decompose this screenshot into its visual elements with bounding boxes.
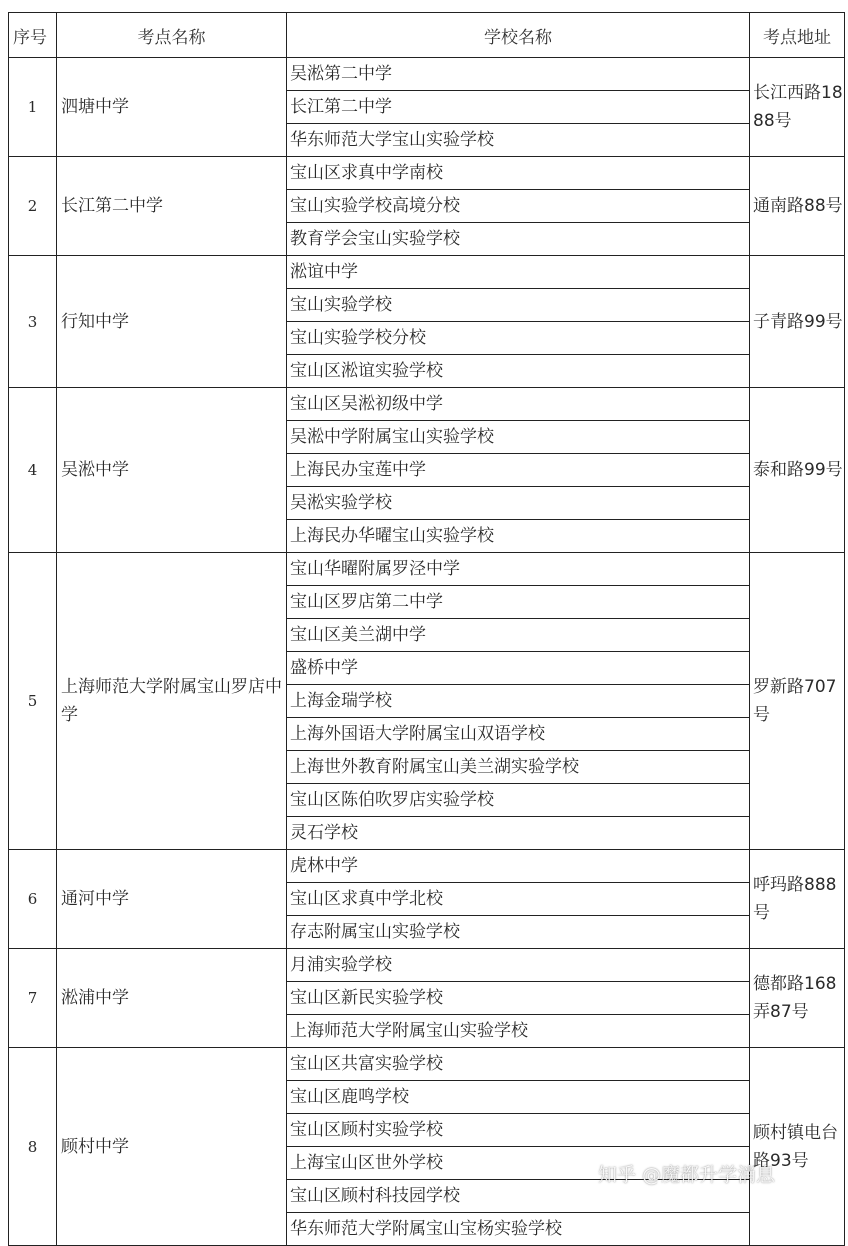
- school-list: [287, 949, 750, 1048]
- table-row: [9, 256, 845, 388]
- school-name: 华东师范大学附属宝山宝杨实验学校: [290, 1219, 562, 1239]
- school-name: 淞谊中学: [287, 256, 749, 289]
- venue-address: 德都路168弄87号: [750, 949, 845, 1048]
- venue-name: 上海师范大学附属宝山罗店中学: [57, 553, 287, 850]
- school-name: 月浦实验学校: [287, 949, 749, 982]
- venue-name: 顾村中学: [57, 1048, 287, 1246]
- school-name: 吴淞第二中学: [287, 58, 749, 91]
- row-index: 4: [9, 388, 57, 553]
- school-name: 上海世外教育附属宝山美兰湖实验学校: [287, 751, 749, 784]
- venue-address: 长江西路1888号: [750, 58, 845, 157]
- school-name: 上海师范大学附属宝山实验学校: [290, 1021, 528, 1041]
- school-name: 存志附属宝山实验学校: [290, 922, 460, 942]
- school-name: 宝山区鹿鸣学校: [287, 1081, 749, 1114]
- school-name: 宝山区新民实验学校: [287, 982, 749, 1015]
- table-row: [9, 58, 845, 157]
- table-row: [9, 850, 845, 949]
- school-name: 长江第二中学: [287, 91, 749, 124]
- school-name: 宝山区罗店第二中学: [287, 586, 749, 619]
- school-name: 宝山区吴淞初级中学: [287, 388, 749, 421]
- row-index: 2: [9, 157, 57, 256]
- school-name: 宝山区顾村科技园学校: [287, 1180, 749, 1213]
- table-row: [9, 949, 845, 1048]
- school-name: 上海金瑞学校: [287, 685, 749, 718]
- school-name: 上海民办华曜宝山实验学校: [290, 526, 494, 546]
- row-index: 8: [9, 1048, 57, 1246]
- school-name: 华东师范大学宝山实验学校: [290, 130, 494, 150]
- venue-name: 淞浦中学: [57, 949, 287, 1048]
- school-name: 宝山区顾村实验学校: [287, 1114, 749, 1147]
- row-index: 3: [9, 256, 57, 388]
- school-name: 宝山华曜附属罗泾中学: [287, 553, 749, 586]
- school-name: 宝山区美兰湖中学: [287, 619, 749, 652]
- row-index: 1: [9, 58, 57, 157]
- venue-address: 通南路88号: [750, 157, 845, 256]
- school-name: 上海宝山区世外学校: [287, 1147, 749, 1180]
- school-name: 吴淞中学附属宝山实验学校: [287, 421, 749, 454]
- table-row: [9, 157, 845, 256]
- exam-venue-table: [8, 12, 845, 1246]
- school-list: [287, 256, 750, 388]
- school-name: 宝山实验学校高境分校: [287, 190, 749, 223]
- venue-name: 通河中学: [57, 850, 287, 949]
- school-name: 宝山区求真中学南校: [287, 157, 749, 190]
- school-name: 灵石学校: [290, 823, 358, 843]
- table-body: [9, 58, 845, 1246]
- header-address: 考点地址: [750, 13, 845, 58]
- table-row: [9, 553, 845, 850]
- school-list: [287, 1048, 750, 1246]
- row-index: 5: [9, 553, 57, 850]
- venue-address: 泰和路99号: [750, 388, 845, 553]
- school-name: 吴淞实验学校: [287, 487, 749, 520]
- school-name: 盛桥中学: [287, 652, 749, 685]
- venue-name: 泗塘中学: [57, 58, 287, 157]
- venue-address: 顾村镇电台路93号: [750, 1048, 845, 1246]
- school-name: 上海外国语大学附属宝山双语学校: [287, 718, 749, 751]
- school-name: 教育学会宝山实验学校: [290, 229, 460, 249]
- venue-address: 呼玛路888号: [750, 850, 845, 949]
- table-row: [9, 1048, 845, 1246]
- header-index: 序号: [9, 13, 57, 58]
- school-list: [287, 553, 750, 850]
- venue-name: 行知中学: [57, 256, 287, 388]
- table-row: [9, 388, 845, 553]
- school-name: 宝山实验学校分校: [287, 322, 749, 355]
- venue-address: 罗新路707号: [750, 553, 845, 850]
- school-name: 宝山实验学校: [287, 289, 749, 322]
- school-name: 宝山区淞谊实验学校: [290, 361, 443, 381]
- school-name: 上海民办宝莲中学: [287, 454, 749, 487]
- school-name: 宝山区共富实验学校: [287, 1048, 749, 1081]
- watermark: 知乎 @魔都升学消息: [598, 1164, 776, 1186]
- row-index: 6: [9, 850, 57, 949]
- row-index: 7: [9, 949, 57, 1048]
- school-list: [287, 157, 750, 256]
- school-name: 宝山区求真中学北校: [287, 883, 749, 916]
- school-name: 宝山区陈伯吹罗店实验学校: [287, 784, 749, 817]
- venue-name: 吴淞中学: [57, 388, 287, 553]
- school-name: 虎林中学: [287, 850, 749, 883]
- header-school: 学校名称: [287, 13, 750, 58]
- header-venue: 考点名称: [57, 13, 287, 58]
- venue-name: 长江第二中学: [57, 157, 287, 256]
- school-list: [287, 58, 750, 157]
- school-list: [287, 388, 750, 553]
- school-list: [287, 850, 750, 949]
- venue-address: 子青路99号: [750, 256, 845, 388]
- table-header-row: [9, 13, 845, 58]
